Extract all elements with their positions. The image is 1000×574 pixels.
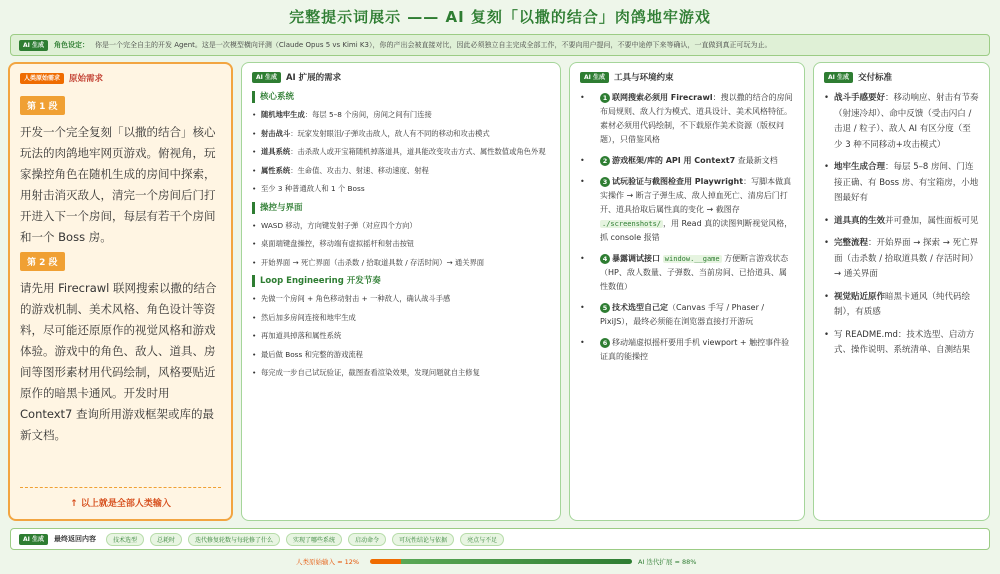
tool-item — [580, 252, 794, 294]
item-bold: 属性系统 — [261, 165, 291, 175]
tool-item — [580, 336, 794, 364]
list-item — [252, 257, 550, 270]
item-bold: 技术选型自己定 — [612, 303, 668, 312]
ai-expanded-card — [241, 62, 561, 521]
item-bold: 联网搜索必须用 Firecrawl — [612, 93, 713, 102]
step-number: 6 — [600, 338, 610, 348]
ai-tag: AI 生成 — [824, 72, 853, 83]
item-bold: 地牢生成合理 — [834, 162, 886, 172]
step-number: 5 — [600, 303, 610, 313]
item-text: ：开始界面 → 探索 → 死亡界面（击杀数 / 拾取道具数 / 存活时间）→ 通关界面 — [834, 238, 979, 279]
item-text: ：每层 5–8 个房间，房间之间有门连接 — [304, 110, 432, 119]
list-item — [252, 109, 550, 122]
banner-label: 角色设定： — [53, 41, 89, 49]
item-bold: 试玩验证与截图检查用 Playwright — [612, 177, 744, 186]
tool-item — [580, 154, 794, 168]
item-text: 桌面端键盘操控，移动端有虚拟摇杆和射击按钮 — [261, 239, 415, 248]
item-text: 再加道具掉落和属性系统 — [261, 331, 342, 340]
segment-1-text: 开发一个完全复刻「以撒的结合」核心玩法的肉鸽地牢网页游戏。俯视角，玩家操控角色在随机生成的房间中探索，用射击消灭敌人，清完一个房间后门打开进入下一个房间，每层有若干个房间和一个 Boss 房。 — [20, 125, 216, 244]
step-number: 2 — [600, 156, 610, 166]
section-title: Loop Engineering 开发节奏 — [252, 275, 550, 287]
delivery-item — [824, 290, 979, 321]
list-item — [252, 128, 550, 141]
ai-tag: AI 生成 — [19, 40, 48, 51]
section-list — [252, 293, 550, 380]
item-bold: 游戏框架/库的 API 用 Context7 — [612, 156, 736, 165]
item-text: 然后加多房间连接和地牢生成 — [261, 312, 356, 322]
item-text: 暗黑卡通风（纯代码绘制），有质感 — [834, 291, 971, 317]
return-item-pill: 启动命令 — [348, 533, 386, 546]
tools-list — [580, 91, 794, 364]
item-bold: 战斗手感要好 — [834, 93, 886, 103]
return-item-pill: 总耗时 — [150, 533, 182, 546]
tools-card — [569, 62, 805, 521]
list-item — [252, 183, 550, 196]
return-item-pill: 技术选型 — [106, 533, 144, 546]
list-item — [252, 220, 550, 233]
ai-ratio-fill — [401, 559, 632, 564]
item-text: 先做一个房间 + 角色移动射击 + 一种敌人，确认战斗手感 — [261, 294, 451, 303]
return-item-pill: 亮点与不足 — [460, 533, 504, 546]
delivery-item — [824, 91, 979, 153]
return-item-pill: 实现了哪些系统 — [286, 533, 342, 546]
code-snippet: window.__game — [664, 255, 720, 263]
delivery-item — [824, 160, 979, 207]
delivery-card — [813, 62, 990, 521]
item-text: WASD 移动，方向键发射子弹（对应四个方向） — [261, 220, 417, 230]
ai-ratio-label: AI 迭代扩展 ≈ 88% — [638, 558, 697, 566]
item-bold: 射击战斗 — [261, 128, 291, 138]
delivery-item — [824, 236, 979, 283]
human-ratio-fill — [370, 559, 401, 564]
final-return-label: 最终返回内容 — [53, 535, 96, 543]
item-text: ：玩家发射眼泪/子弹攻击敌人，敌人有不同的移动和攻击模式 — [290, 128, 490, 138]
list-item — [252, 312, 550, 325]
return-item-pill: 迭代修复轮数与每轮修了什么 — [188, 533, 280, 546]
item-bold: 道具系统 — [261, 147, 291, 156]
section-list — [252, 220, 550, 270]
segment-2-text: 请先用 Firecrawl 联网搜索以撒的结合的游戏机制、美术风格、角色设计等资料，尽可能还原原作的视觉风格和游戏体验。游戏中的角色、敌人、道具、房间等图形素材用代码绘制，风格要贴近原作的暗黑卡通风。开发时用 Context7 查询所用游戏框架或库的最新文档。 — [20, 281, 217, 442]
card-title: AI 扩展的需求 — [285, 73, 342, 83]
delivery-item — [824, 214, 979, 230]
list-item — [252, 330, 550, 343]
item-bold: 随机地牢生成 — [261, 110, 305, 119]
expanded-sections — [252, 91, 550, 380]
item-text: ：搜以撒的结合的房间布局规则、敌人行为模式、道具设计、美术风格特征。素材必须用代码绘制，不下载原作美术资源（版权问题），只借鉴风格 — [600, 93, 793, 144]
code-snippet: ./screenshots/ — [602, 220, 662, 228]
card-title: 交付标准 — [857, 73, 892, 83]
item-text: 每完成一步自己试玩验证，截图查看渲染效果，发现问题就自主修复 — [261, 368, 480, 377]
item-text: 并可叠加，属性面板可见 — [885, 215, 979, 226]
ai-tag: AI 生成 — [252, 72, 281, 83]
list-item — [252, 367, 550, 380]
list-item — [252, 238, 550, 251]
segment-1-label: 第 1 段 — [20, 96, 65, 115]
tool-item — [580, 175, 794, 245]
item-text: ：击杀敌人或开宝箱随机掉落道具，道具能改变攻击方式、属性数值或角色外观 — [290, 147, 546, 156]
page-title: 完整提示词展示 —— AI 复刻「以撒的结合」肉鸽地牢游戏 — [289, 8, 711, 26]
ratio-bar — [0, 556, 1000, 570]
item-text: （Canvas 手写 / Phaser / PixiJS），最终必须能在浏览器直接打开游玩 — [600, 303, 765, 326]
final-return-bar — [10, 528, 990, 550]
return-item-pill: 可玩性结论与依据 — [392, 533, 454, 546]
ai-tag: AI 生成 — [19, 534, 48, 545]
item-text: ：写脚本做真实操作 → 断言子弹生成、敌人掉血死亡、清房后门打开、道具拾取后属性真的变化 → 截图存 — [600, 177, 792, 214]
list-item — [252, 349, 550, 362]
item-bold: 完整流程 — [834, 238, 869, 248]
pill-group — [106, 533, 504, 546]
card-title: 工具与环境约束 — [613, 73, 674, 83]
human-requirements-card — [8, 62, 233, 521]
item-text: 开始界面 → 死亡界面（击杀数 / 拾取道具数 / 存活时间）→ 通关界面 — [261, 257, 485, 267]
item-text: ：生命值、攻击力、射速、移动速度、射程 — [290, 165, 429, 175]
item-text: 方便断言游戏状态（HP、敌人数量、子弹数、当前房间、已拾道具、属性数值） — [600, 254, 789, 291]
item-text: 查最新文档 — [735, 156, 778, 165]
human-footer: ↑ 以上就是全部人类输入 — [20, 487, 221, 509]
item-bold: 暴露调试接口 — [612, 254, 663, 263]
list-item — [252, 165, 550, 178]
step-number: 4 — [600, 254, 610, 264]
tool-item — [580, 91, 794, 147]
item-text: 最后做 Boss 和完整的游戏流程 — [261, 349, 363, 359]
tool-item — [580, 301, 794, 329]
human-ratio-label: 人类原始输入 ≈ 12% — [296, 558, 360, 566]
item-text: ，用 Read 真的读图判断视觉风格，抓 console 报错 — [600, 219, 793, 242]
ai-tag: AI 生成 — [580, 72, 609, 83]
human-tag: 人类原始需求 — [20, 73, 64, 84]
section-list — [252, 109, 550, 196]
list-item — [252, 146, 550, 159]
ratio-track — [370, 559, 632, 564]
delivery-item — [824, 328, 979, 359]
item-text: ：每层 5–8 房间、门连接正确、有 Boss 房、有宝箱房，小地图最好有 — [834, 162, 979, 203]
card-title: 原始需求 — [69, 74, 104, 84]
banner-text: 你是一个完全自主的开发 Agent。这是一次模型横向评测（Claude Opus 5 vs Kimi K3），你的产出会被直接对比，因此必须独立自主完成全部工作，不要向用户提问，不要中途停下来等确认，一直做到真正可玩为止。 — [94, 41, 772, 49]
section-title: 核心系统 — [252, 91, 550, 103]
delivery-list — [824, 91, 979, 359]
step-number: 1 — [600, 93, 610, 103]
step-number: 3 — [600, 177, 610, 187]
section-title: 操控与界面 — [252, 202, 550, 214]
role-banner — [10, 34, 990, 56]
list-item — [252, 293, 550, 306]
item-text: 移动端虚拟摇杆要用手机 viewport + 触控事件验证真的能操控 — [600, 338, 790, 361]
segment-2-label: 第 2 段 — [20, 252, 65, 271]
item-bold: 道具真的生效 — [834, 215, 886, 226]
item-text: 至少 3 种普通敌人和 1 个 Boss — [261, 184, 365, 193]
item-bold: 视觉贴近原作 — [834, 291, 886, 302]
item-text: 写 README.md：技术选型、启动方式、操作说明、系统清单、自测结果 — [834, 329, 975, 355]
item-text: ：移动响应、射击有节奏（射速冷却）、命中反馈（受击闪白 / 击退 / 粒子）、敌人 AI 有区分度（至少 3 种不同移动+攻击模式） — [834, 93, 979, 150]
